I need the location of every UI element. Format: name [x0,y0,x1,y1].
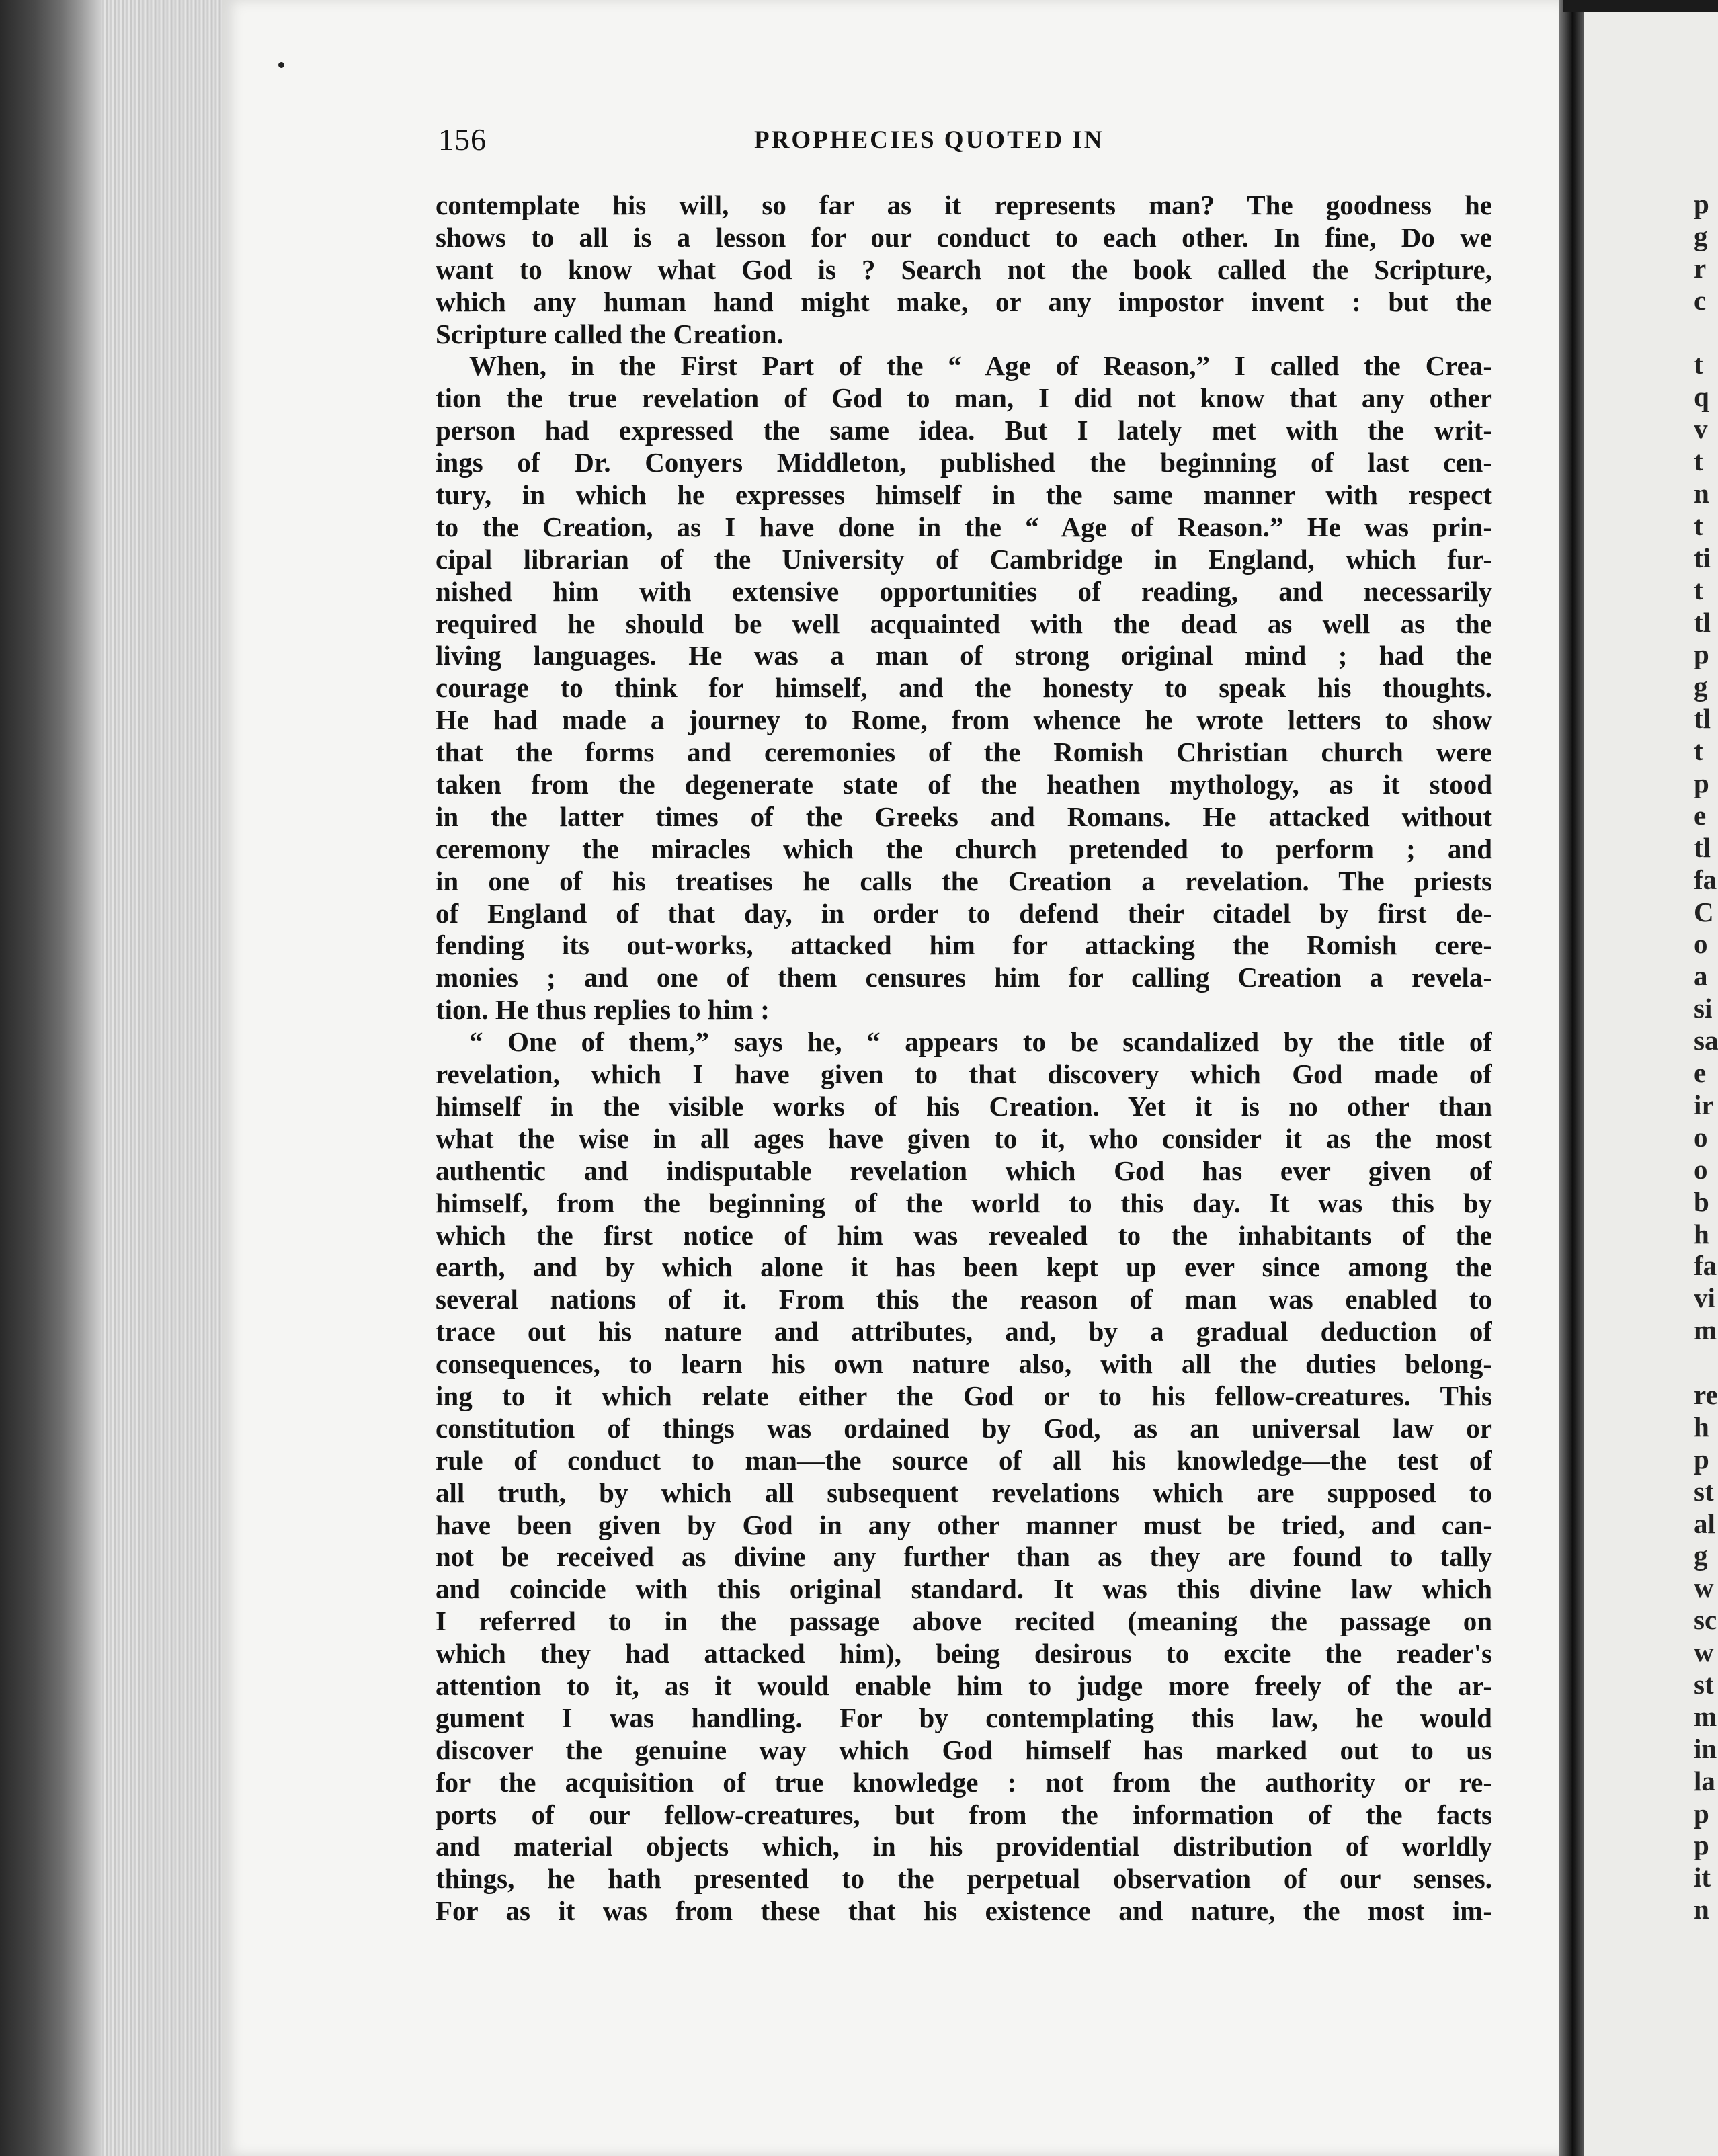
facing-page-fragment: g [1694,1540,1708,1571]
facing-page-fragment: t [1694,509,1703,541]
facing-page-fragment: m [1694,1315,1717,1346]
text-line: Scripture called the Creation. [436,318,784,349]
text-line: I referred to in the passage above recited (meaning the passage on [436,1606,1492,1637]
facing-page-fragment: t [1694,446,1703,477]
text-line: what the wise in all ages have given to it, who consider it as the most [436,1122,1492,1154]
text-line: revelation, which I have given to that discovery which God made of [436,1059,1492,1090]
facing-page-fragment: g [1694,220,1708,251]
text-line: trace out his nature and attributes, and, by a gradual deduction of [436,1316,1492,1348]
text-line: of England of that day, in order to defend their citadel by first de- [436,897,1492,929]
facing-page-fragment: g [1694,671,1708,702]
facing-page-fragment [1694,1347,1718,1379]
facing-page-fragment: si [1694,993,1713,1024]
text-line: contemplate his will, so far as it represents man? The goodness he [436,190,1492,220]
facing-page-fragment: fa [1694,864,1717,895]
text-line: tury, in which he expresses himself in the same manner with respect [436,479,1492,511]
text-line: ings of Dr. Conyers Middleton, published the beginning of last cen- [436,447,1492,479]
facing-page-fragments [1694,188,1718,1926]
facing-page-fragment: a [1694,960,1708,992]
facing-page-fragment: al [1694,1507,1715,1539]
text-line: ceremony the miracles which the church pretended to perform ; and [436,833,1492,864]
speck-mark [278,62,284,68]
scan-border [1563,0,1718,12]
facing-page-fragment: n [1694,1894,1709,1925]
body-text [436,190,1492,1927]
text-line: tion. He thus replies to him : [436,994,770,1026]
text-line: “ One of them,” says he, “ appears to be scandalized by the title of [469,1026,1492,1058]
text-line: himself, from the beginning of the world to this day. It was this by [436,1187,1492,1218]
facing-page-fragment: in [1694,1733,1717,1764]
facing-page-fragment: n [1694,478,1709,509]
text-line: himself in the visible works of his Creation. Yet it is no other than [436,1090,1492,1122]
text-line: in the latter times of the Greeks and Romans. He attacked without [436,800,1492,832]
text-line: to the Creation, as I have done in the “ Age of Reason.” He was prin- [436,511,1492,542]
facing-page-fragment: st [1694,1668,1714,1700]
facing-page-fragment: fa [1694,1250,1717,1282]
facing-page-fragment: it [1694,1862,1711,1893]
facing-page-fragment: t [1694,574,1703,606]
text-line: have been given by God in any other manner must be tried, and can- [436,1509,1492,1540]
text-line: gument I was handling. For by contemplating this law, he would [436,1702,1492,1733]
text-line: which the first notice of him was revealed to the inhabitants of the [436,1219,1492,1251]
text-line: He had made a journey to Rome, from whence he wrote letters to show [436,704,1492,736]
facing-page-fragment: tl [1694,831,1711,863]
text-line: in one of his treatises he calls the Creation a revelation. The priests [436,865,1492,897]
text-line: attention to it, as it would enable him to judge more freely of the ar- [436,1669,1492,1701]
text-line: living languages. He was a man of strong original mind ; had the [436,640,1492,671]
text-line: for the acquisition of true knowledge : not from the authority or re- [436,1766,1492,1798]
facing-page-fragment: w [1694,1572,1714,1604]
text-line: several nations of it. From this the reason of man was enabled to [436,1284,1492,1315]
facing-page-fragment: vi [1694,1282,1715,1314]
text-line: ports of our fellow-creatures, but from the information of the facts [436,1798,1492,1830]
text-line: rule of conduct to man—the source of all his knowledge—the test of [436,1444,1492,1476]
text-line: When, in the First Part of the “ Age of Reason,” I called the Crea- [469,350,1492,382]
text-line: shows to all is a lesson for our conduct to each other. In fine, Do we [436,221,1492,253]
facing-page-fragment: ir [1694,1089,1714,1120]
text-line: constitution of things was ordained by God, as an universal law or [436,1412,1492,1444]
text-line: which they had attacked him), being desirous to excite the reader's [436,1638,1492,1669]
text-line: that the forms and ceremonies of the Romish Christian church were [436,737,1492,768]
facing-page-fragment: re [1694,1378,1718,1410]
facing-page-fragment: h [1694,1411,1709,1442]
facing-page-fragment: e [1694,1057,1707,1089]
text-line: For as it was from these that his existence and nature, the most im- [436,1895,1492,1927]
book-edge-shadow [0,0,101,2156]
text-line: consequences, to learn his own nature also, with all the duties belong- [436,1348,1492,1380]
facing-page-fragment: tl [1694,606,1711,638]
text-line: and material objects which, in his providential distribution of worldly [436,1831,1492,1862]
facing-page-fragment [1694,317,1718,349]
facing-page-fragment: p [1694,768,1709,799]
text-line: courage to think for himself, and the honesty to speak his thoughts. [436,672,1492,704]
facing-page-fragment: e [1694,799,1707,831]
facing-page-fragment: p [1694,1443,1709,1475]
facing-page-fragment: v [1694,413,1708,445]
facing-page-fragment: o [1694,1153,1708,1185]
facing-page-fragment: la [1694,1765,1715,1796]
facing-page-fragment: ti [1694,542,1711,573]
text-line: taken from the degenerate state of the heathen mythology, as it stood [436,769,1492,800]
text-line: nished him with extensive opportunities of reading, and necessarily [436,575,1492,607]
text-line: fending its out-works, attacked him for attacking the Romish cere- [436,929,1492,961]
facing-page-fragment: h [1694,1218,1709,1249]
text-line: things, he hath presented to the perpetual observation of our senses. [436,1863,1492,1895]
facing-page-fragment: b [1694,1186,1709,1217]
running-head: PROPHECIES QUOTED IN [754,126,1104,154]
facing-page-fragment: w [1694,1636,1714,1668]
facing-page-fragment: c [1694,284,1707,316]
text-line: which any human hand might make, or any impostor invent : but the [436,286,1492,317]
page-header [438,120,1492,160]
text-line: discover the genuine way which God himself has marked out to us [436,1734,1492,1766]
facing-page-fragment: q [1694,381,1709,413]
text-line: all truth, by which all subsequent revelations which are supposed to [436,1477,1492,1508]
facing-page-fragment: p [1694,188,1709,219]
page-edges [101,0,222,2156]
facing-page-fragment: C [1694,896,1714,927]
page-number: 156 [438,122,487,157]
facing-page-fragment: m [1694,1700,1717,1732]
text-line: required he should be well acquainted with the dead as well as the [436,608,1492,639]
text-line: person had expressed the same idea. But I lately met with the writ- [436,415,1492,446]
facing-page-fragment: t [1694,349,1703,380]
facing-page-fragment: o [1694,1121,1708,1153]
facing-page-fragment: tl [1694,703,1711,735]
text-line: not be received as divine any further than as they are found to tally [436,1541,1492,1573]
text-line: monies ; and one of them censures him for calling Creation a revela- [436,962,1492,993]
facing-page-fragment: sa [1694,1025,1718,1056]
facing-page-fragment: o [1694,928,1708,960]
text-line: ing to it which relate either the God or to his fellow-creatures. This [436,1380,1492,1411]
facing-page-fragment: p [1694,1829,1709,1861]
facing-page-fragment: p [1694,638,1709,670]
book-gutter [1559,0,1584,2156]
text-line: authentic and indisputable revelation which God has ever given of [436,1155,1492,1186]
facing-page-fragment: t [1694,735,1703,767]
text-line: tion the true revelation of God to man, I did not know that any other [436,382,1492,414]
text-line: and coincide with this original standard. It was this divine law which [436,1573,1492,1605]
text-line: want to know what God is ? Search not the book called the Scripture, [436,253,1492,285]
facing-page-fragment: st [1694,1475,1714,1507]
text-line: earth, and by which alone it has been kept up ever since among the [436,1251,1492,1283]
facing-page-fragment: r [1694,252,1707,284]
facing-page-fragment: p [1694,1797,1709,1829]
text-line: cipal librarian of the University of Cambridge in England, which fur- [436,543,1492,575]
facing-page-fragment: sc [1694,1604,1717,1636]
